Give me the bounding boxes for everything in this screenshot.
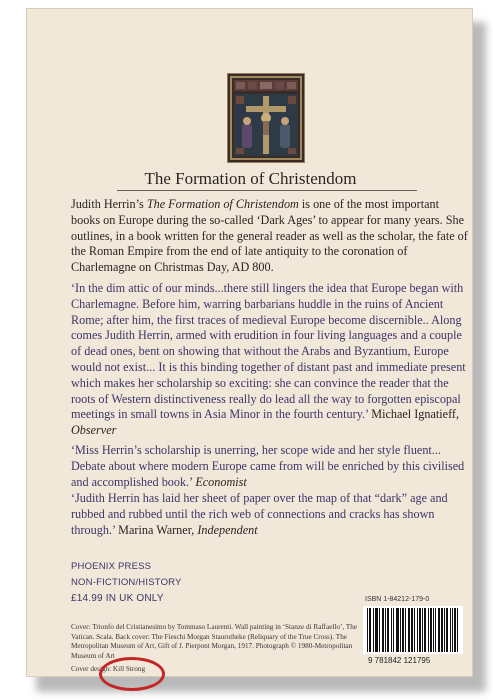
description-text: is one of the most important books on Europe during the so-called ‘Dark Ages’ to appear for many years. She outlines, in a book written for the general reader as well as the scholar, the fate of the Roman Empire from the end of late antiquity to the coronation of Charlemagne on Christmas Day, AD 800. bbox=[71, 197, 468, 275]
review-quote bbox=[71, 281, 468, 439]
book-back-cover bbox=[26, 8, 473, 677]
quote-text: ‘Judith Herrin has laid her sheet of paper over the map of that “dark” age and rubbed and rubbed until the rich web of connections and cracks has shown through.’ bbox=[71, 491, 448, 537]
description-author: Judith Herrin’s bbox=[71, 197, 147, 211]
cover-design-credit: Cover design: Kill Strong bbox=[71, 665, 146, 673]
quote-source: Economist bbox=[195, 474, 247, 489]
title-divider bbox=[117, 190, 417, 191]
quote-author: Michael Ignatieff, bbox=[371, 407, 460, 422]
description-book-title: The Formation of Christendom bbox=[146, 197, 299, 211]
red-circle-annotation bbox=[99, 657, 165, 691]
review-quote bbox=[71, 491, 468, 538]
reliquary-image bbox=[227, 73, 305, 163]
barcode-bars-icon bbox=[363, 606, 463, 654]
book-description bbox=[71, 197, 468, 276]
quote-source: Independent bbox=[197, 522, 258, 537]
isbn-label: ISBN 1-84212-179-0 bbox=[365, 596, 430, 603]
barcode-number: 9 781842 121795 bbox=[368, 656, 431, 665]
quote-text: ‘Miss Herrin’s scholarship is unerring, her scope wide and her style fluent... Debate about where modern Europe came from will be enriched by this civilised and accomplished book.’ bbox=[71, 443, 465, 489]
book-title: The Formation of Christendom bbox=[144, 169, 357, 188]
review-quote bbox=[71, 443, 468, 490]
quote-text: ‘In the dim attic of our minds...there still lingers the idea that Europe began with Charlemagne. Before him, warring barbarians huddle in the ruins of Ancient Rome; after him, the first traces of medieval Europe become discernible.. Along comes Judith Herrin, armed with erudition in four living languages and a couple of dead ones, bent on showing that without the Arabs and Byzantium, Europe would not exist... It is this binding together of distant past and immediate present which makes her scholarship so exciting: she can convince the reader that the roots of Western distinctiveness really do lead all the way to forgotten episcopal meetings in small towns in Asia Minor in the fourth century.’ bbox=[71, 281, 466, 422]
cover-credits: Cover: Trionfo del Cristianesimo by Tommaso Laurenti. Wall painting in ‘Stanze di Raffaello’, The Vatican. Scala. Back cover: The Fieschi Morgan Staurothekе (Reliquary of the True Cross). The Metropolitan Museum of Art, Gift of J. Pierpont Morgan, 1917. Photograph © 1980-Metropolitan Museum of Art bbox=[71, 623, 358, 660]
publisher-name: PHOENIX PRESS bbox=[71, 561, 152, 572]
category-label: NON-FICTION/HISTORY bbox=[71, 577, 182, 588]
quote-source: Observer bbox=[71, 423, 117, 438]
barcode bbox=[363, 606, 463, 654]
reliquary-cross-icon bbox=[228, 74, 304, 162]
quote-author: Marina Warner, bbox=[118, 522, 195, 537]
price-label: £14.99 IN UK ONLY bbox=[71, 593, 164, 604]
